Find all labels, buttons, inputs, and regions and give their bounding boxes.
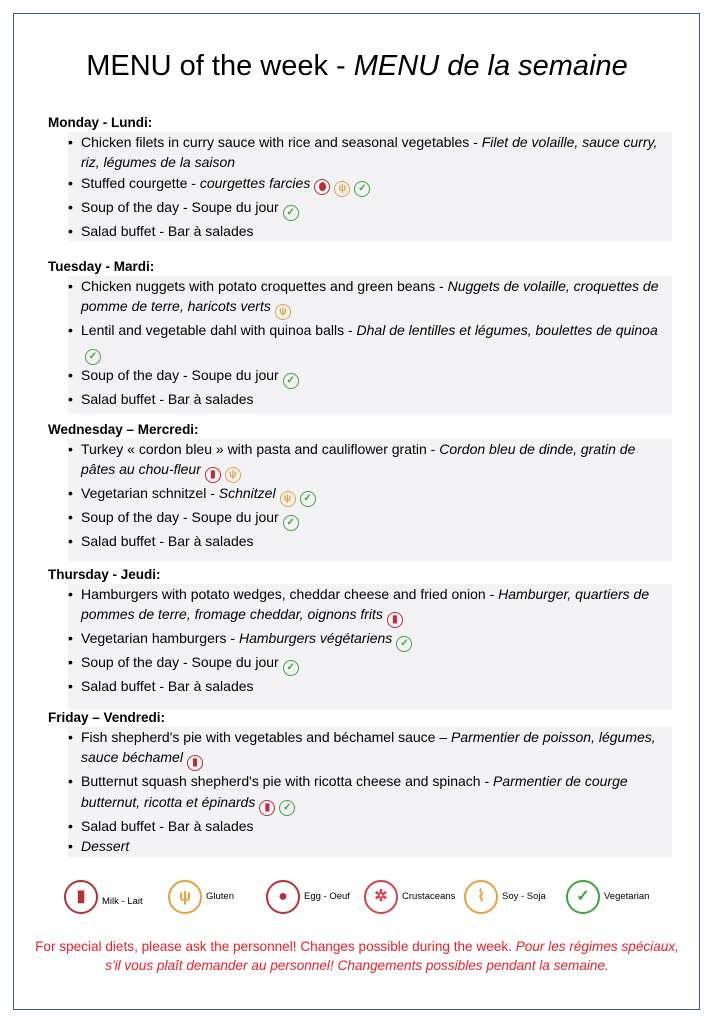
gluten-icon: ψ [225,467,241,483]
dish-name-en: Salad buffet - Bar à salades [81,817,254,834]
dish-name-fr: Dessert [81,838,130,855]
day-name: Friday – Vendredi: [48,710,166,725]
dish-name-en: Stuffed courgette - [81,174,200,191]
dish-name-en: Turkey « cordon bleu » with pasta and cauliflower gratin - [81,441,440,457]
vegetarian-icon: ✓ [85,349,101,365]
dish-item [68,221,672,241]
dish-item [68,771,672,815]
dish-item [68,628,672,652]
dish-name-en: Salad buffet - Bar à salades [81,533,254,550]
dish-name-fr: Cordon bleu de dinde, gratin de pâtes au chou-fleur [81,441,636,478]
milk-icon: ▮ [259,800,275,816]
legend-label: Milk - Lait [102,896,143,907]
dish-item [68,132,672,173]
day-name: Tuesday - Mardi: [48,259,155,274]
note-fr: Pour les régimes spéciaux, s'il vous plaît demander au personnel! Changements possibles pendant la semaine. [105,939,679,973]
soy-icon: ⌇ [464,880,498,914]
title-italic: MENU de la semaine [353,50,628,82]
dish-list [68,132,672,241]
vegetarian-icon: ✓ [283,205,299,221]
gluten-icon: ψ [334,181,350,197]
day-name: Wednesday – Mercredi: [48,422,199,437]
vegetarian-icon: ✓ [354,181,370,197]
vegetarian-icon: ✓ [566,880,600,914]
dish-name-en: Soup of the day - Soupe du jour [81,366,279,383]
dish-name-en: Lentil and vegetable dahl with quinoa balls - [81,322,357,339]
dish-list [68,584,672,710]
vegetarian-icon: ✓ [283,373,299,389]
dish-name-en: Vegetarian schnitzel - [81,485,219,502]
special-diets-note [30,937,684,975]
dish-item [68,365,672,389]
dish-item [68,320,672,364]
milk-icon: ▮ [64,880,98,914]
dish-name-en: Salad buffet - Bar à salades [81,390,254,407]
crustaceans-icon: ✲ [364,880,398,914]
legend-label: Gluten [206,891,234,902]
dish-item [68,439,672,483]
vegetarian-icon: ✓ [279,800,295,816]
day-section [48,420,672,561]
dish-name-en: Salad buffet - Bar à salades [81,222,254,239]
page-title [0,50,714,83]
milk-icon: ▮ [205,467,221,483]
dish-item [68,652,672,676]
dish-item [68,816,672,836]
dish-name-en: Salad buffet - Bar à salades [81,678,254,695]
legend-label: Crustaceans [402,891,456,902]
gluten-icon: ψ [275,304,291,320]
dish-item [68,483,672,507]
vegetarian-icon: ✓ [300,491,316,507]
dish-name-en: Soup of the day - Soupe du jour [81,198,279,215]
dish-item [68,197,672,221]
dish-name-en: Hamburgers with potato wedges, cheddar cheese and fried onion - [81,586,499,602]
dish-item [68,531,672,551]
legend-label: Egg - Oeuf [304,891,350,902]
dish-name-fr: Parmentier de courge butternut, ricotta et épinards [81,773,628,810]
vegetarian-icon: ✓ [396,636,412,652]
day-section [48,257,672,414]
dish-list [68,439,672,561]
dish-name-fr: Schnitzel [218,485,276,502]
dish-item [68,276,672,320]
dish-name-en: Butternut squash shepherd's pie with ricotta cheese and spinach - [81,773,494,790]
dish-item [68,836,672,856]
dish-item [68,507,672,531]
dish-name-en: Chicken nuggets with potato croquettes and green beans - [81,278,448,294]
dish-name-fr: Nuggets de volaille, croquettes de pomme de terre, haricots verts [81,278,659,315]
gluten-icon: ψ [168,880,202,914]
dish-item [68,584,672,628]
dish-item [68,727,672,771]
legend-label: Vegetarian [604,891,650,902]
milk-icon: ▮ [187,755,203,771]
egg-icon [314,179,330,195]
note-en: For special diets, please ask the personnel! Changes possible during the week. [35,939,516,954]
dish-item [68,676,672,696]
dish-name-en: Vegetarian hamburgers - [81,630,239,647]
dish-name-en: Soup of the day - Soupe du jour [81,654,279,671]
dish-list [68,276,672,414]
dish-name-fr: Parmentier de poisson, légumes, sauce béchamel [81,729,656,766]
day-name: Thursday - Jeudi: [48,567,161,582]
dish-name-fr: courgettes farcies [199,174,311,191]
legend-label: Soy - Soja [502,891,546,902]
dish-item [68,173,672,197]
vegetarian-icon: ✓ [283,660,299,676]
dish-name-en: Chicken filets in curry sauce with rice and seasonal vegetables - [81,134,482,150]
day-name: Monday - Lundi: [48,115,153,130]
dish-name-fr: Hamburgers végétariens [238,630,393,647]
dish-name-fr: Hamburger, quartiers de pommes de terre, fromage cheddar, oignons frits [81,586,650,623]
dish-name-fr: Dhal de lentilles et légumes, boulettes de quinoa [356,322,658,339]
egg-icon: ● [266,880,300,914]
allergen-legend [64,878,664,918]
dish-name-en: Soup of the day - Soupe du jour [81,509,279,526]
dish-name-fr: Filet de volaille, sauce curry, riz, légumes de la saison [81,134,658,171]
dish-item [68,389,672,409]
dish-name-en: Fish shepherd's pie with vegetables and béchamel sauce – [81,729,452,745]
title-main: MENU of the week - [86,50,354,82]
day-section [48,565,672,710]
milk-icon: ▮ [387,612,403,628]
dish-list [68,727,672,857]
vegetarian-icon: ✓ [283,515,299,531]
day-section [48,708,672,857]
gluten-icon: ψ [280,491,296,507]
day-section [48,113,672,241]
